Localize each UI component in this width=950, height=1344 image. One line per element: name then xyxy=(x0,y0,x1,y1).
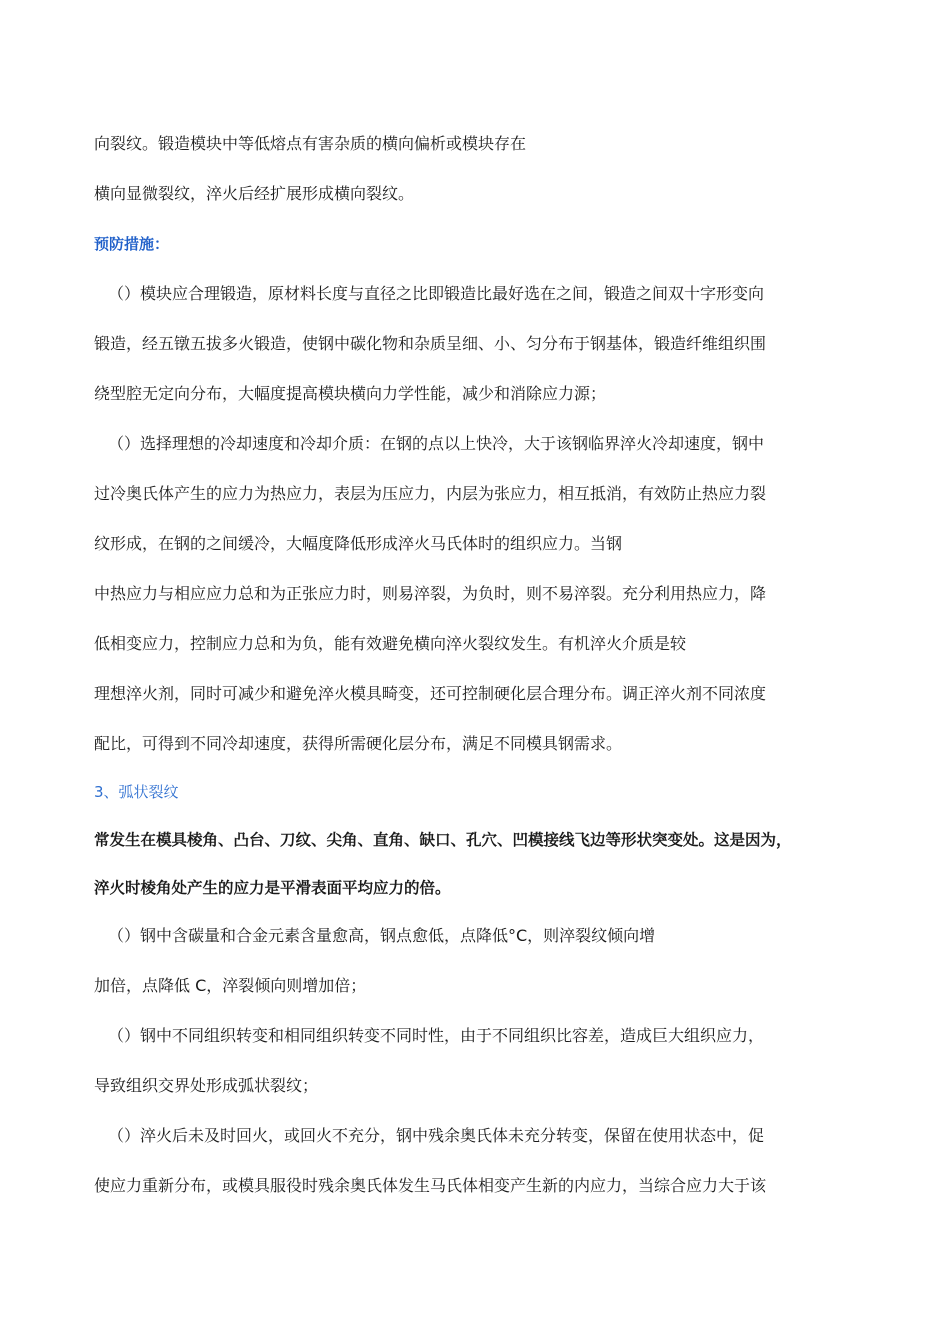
paragraph-line: （）钢中不同组织转变和相同组织转变不同时性，由于不同组织比容差，造成巨大组织应力， xyxy=(108,1026,765,1045)
paragraph-line: （）选择理想的冷却速度和冷却介质：在钢的点以上快冷，大于该钢临界淬火冷却速度，钢中 xyxy=(108,434,765,453)
paragraph-line: 理想淬火剂，同时可减少和避免淬火模具畸变，还可控制硬化层合理分布。调正淬火剂不同浓度 xyxy=(94,684,767,703)
paragraph-line-bold: 常发生在模具棱角、凸台、刀纹、尖角、直角、缺口、孔穴、凹模接线飞边等形状突变处。这是因为， xyxy=(94,831,792,849)
paragraph-line: （）模块应合理锻造，原材料长度与直径之比即锻造比最好选在之间，锻造之间双十字形变向 xyxy=(108,284,765,303)
paragraph-line: 导致组织交界处形成弧状裂纹； xyxy=(94,1076,319,1095)
paragraph-line: 使应力重新分布，或模具服役时残余奥氏体发生马氏体相变产生新的内应力，当综合应力大于该 xyxy=(94,1176,767,1195)
paragraph-line: 纹形成，在钢的之间缓冷，大幅度降低形成淬火马氏体时的组织应力。当钢 xyxy=(94,534,623,553)
paragraph-line: 锻造，经五镦五拔多火锻造，使钢中碳化物和杂质呈细、小、匀分布于钢基体，锻造纤维组织围 xyxy=(94,334,767,353)
paragraph-line: 低相变应力，控制应力总和为负，能有效避免横向淬火裂纹发生。有机淬火介质是较 xyxy=(94,634,687,653)
paragraph-line: （）淬火后未及时回火，或回火不充分，钢中残余奥氏体未充分转变，保留在使用状态中，促 xyxy=(108,1126,765,1145)
section-heading-arc-crack: 3、弧状裂纹 xyxy=(94,783,179,801)
paragraph-line: 过冷奥氏体产生的应力为热应力，表层为压应力，内层为张应力，相互抵消，有效防止热应力裂 xyxy=(94,484,767,503)
paragraph-line: （）钢中含碳量和合金元素含量愈高，钢点愈低，点降低°C，则淬裂纹倾向增 xyxy=(108,926,656,945)
paragraph-line: 加倍，点降低 C，淬裂倾向则增加倍； xyxy=(94,976,367,995)
paragraph-line-bold: 淬火时棱角处产生的应力是平滑表面平均应力的倍。 xyxy=(94,879,451,897)
paragraph-line: 绕型腔无定向分布，大幅度提高模块横向力学性能，减少和消除应力源； xyxy=(94,384,607,403)
paragraph-line: 向裂纹。锻造模块中等低熔点有害杂质的横向偏析或模块存在 xyxy=(94,134,527,153)
paragraph-line: 配比，可得到不同冷却速度，获得所需硬化层分布，满足不同模具钢需求。 xyxy=(94,734,623,753)
prevention-heading: 预防措施： xyxy=(94,235,170,253)
paragraph-line: 中热应力与相应应力总和为正张应力时，则易淬裂，为负时，则不易淬裂。充分利用热应力，降 xyxy=(94,584,767,603)
paragraph-line: 横向显微裂纹，淬火后经扩展形成横向裂纹。 xyxy=(94,184,415,203)
